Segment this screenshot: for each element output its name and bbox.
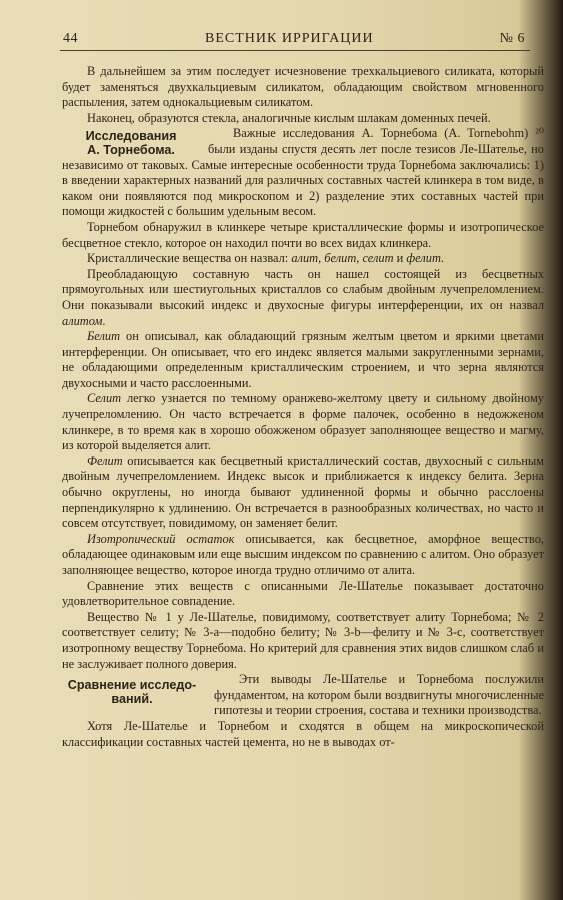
text-run: легко узнается по темному оранжево-желтому цвету и сильному двойному лучепреломлению. Он часто встречается в форме палочек, особенно в недожженом клинкере, в то время как в хорошо обожженом образует заполняющее вещество и магму, из которой выделяется алит.: [62, 391, 544, 453]
term-felit: Фелит: [87, 453, 123, 468]
text-run: ,: [356, 251, 363, 266]
side-heading-comparison: [62, 672, 202, 706]
paragraph: В дальнейшем за этим последует исчезновение трехкальциевого силиката, который будет заменяться двухкальциевым силикатом, обладающим свойством мгновенного распыления, затем однокальциевым силикатом.: [62, 64, 544, 110]
text-run: описывается, как бесцветное, аморфное вещество, обладающее одинаковым или еще высшим индексом по сравнению с алитом. Оно образует заполняющее вещество, которое иногда трудно отличимо от алита.: [62, 531, 544, 577]
paragraph: Эти выводы Ле-Шателье и Торнебома послужили фундаментом, на котором были воздвигнуты многочисленные гипотезы и теории строения, состава и техники производства.: [214, 672, 544, 718]
journal-title: ВЕСТНИК ИРРИГАЦИИ: [205, 31, 374, 46]
text-run: Преобладающую составную часть он нашел состоящей из бесцветных прямоугольных или шестиугольных кристаллов со слабым двойным лучепреломлением. Они показывали высокий индекс и двухосные фигуры интерференции, их он назвал: [62, 266, 544, 312]
term-felit: фелит: [406, 251, 441, 266]
text-run: и: [393, 251, 407, 266]
term-belit: белит: [324, 251, 357, 266]
side-heading-line: А. Торнебома.: [87, 143, 175, 158]
side-heading-line: Сравнение исследо-: [67, 678, 197, 693]
paragraph: [62, 532, 544, 579]
term-selit: селит: [362, 251, 394, 266]
paragraph: Хотя Ле-Шателье и Торнебом и сходятся в общем на микроскопической классификации составных частей цемента, но не в выводах от-: [62, 718, 544, 749]
paragraph: Веществo № 1 у Ле-Шателье, повидимому, соответствует алиту Торнебома; № 2 соответствует селиту; № 3-а—подобно белиту; № 3-b—фелиту и № 3-с, соответствует изотропному веществу Торнебома. Но критерий для сравнения этих видов слишком слаб и не заслуживает полного доверия.: [62, 609, 544, 671]
paragraph: [62, 329, 544, 391]
term-alit: алит: [291, 251, 319, 266]
paragraph: [62, 251, 544, 267]
text-run: .: [440, 251, 445, 266]
text-run: Кристаллические вещества он назвал:: [87, 251, 292, 266]
article-body: [62, 64, 544, 750]
term-belit: Белит: [87, 329, 121, 344]
side-heading-line: Исследования: [85, 129, 177, 144]
running-header: [60, 30, 530, 51]
paragraph: [62, 454, 544, 532]
side-heading-tornebohm: [62, 126, 200, 157]
paragraph: [62, 267, 544, 329]
text-run: он описывал, как обладающий грязным желтым цветом и яркими цветами интерференции. Он описывает, что его индекс является малыми закругленными зернами, не обладающими определенным кристаллическим строением, и что зерна являются двухосными и часто расслоенными.: [62, 329, 544, 390]
paragraph: [62, 391, 544, 453]
paragraph: Торнебом обнаружил в клинкере четыре кристаллические формы и изотропическое бесцветное стекло, которое он находил почти во всех видах клинкера.: [62, 219, 544, 250]
paragraph: Важные исследования А. Торнебома (A. Tornebohm) ²⁰ были изданы спустя десять лет после тезисов Ле-Шателье, но независимо от таковых. Самые интересные особенности труда Торнебома заключались: 1) в введении характерных названий для различных составных частей клинкера в том виде, в каком они появляются под микроскопом и 2) разделение этих составных частей при помощи жидкостей с большим удельным весом.: [62, 126, 544, 219]
term-selit: Селит: [87, 391, 122, 406]
paragraph: Наконец, образуются стекла, аналогичные кислым шлакам доменных печей.: [87, 110, 491, 125]
term-isotropic-residue: Изотропический остаток: [87, 531, 235, 546]
text-run: ,: [318, 251, 325, 266]
issue-number: № 6: [499, 31, 525, 46]
text-run: описывается как бесцветный кристаллический состав, двухосный с сильным двойным лучепреломлением. Индекс высок и приближается к индексу белита. Зерна обычно округлены, но иногда бывают удлиненной формы и обычно расслоены перпендикулярно к удлинению. Он встречается в разнообразных количествах, но часто и совсем отсутствует, повидимому, он заменяет белит.: [62, 453, 544, 531]
side-heading-line: ваний.: [111, 692, 153, 707]
text-run: .: [102, 313, 106, 328]
paragraph: Сравнение этих веществ с описанными Ле-Шателье показывает достаточно удовлетворительное совпадение.: [62, 578, 544, 609]
term-alitom: алитом: [62, 313, 103, 328]
page-number: 44: [63, 31, 78, 46]
